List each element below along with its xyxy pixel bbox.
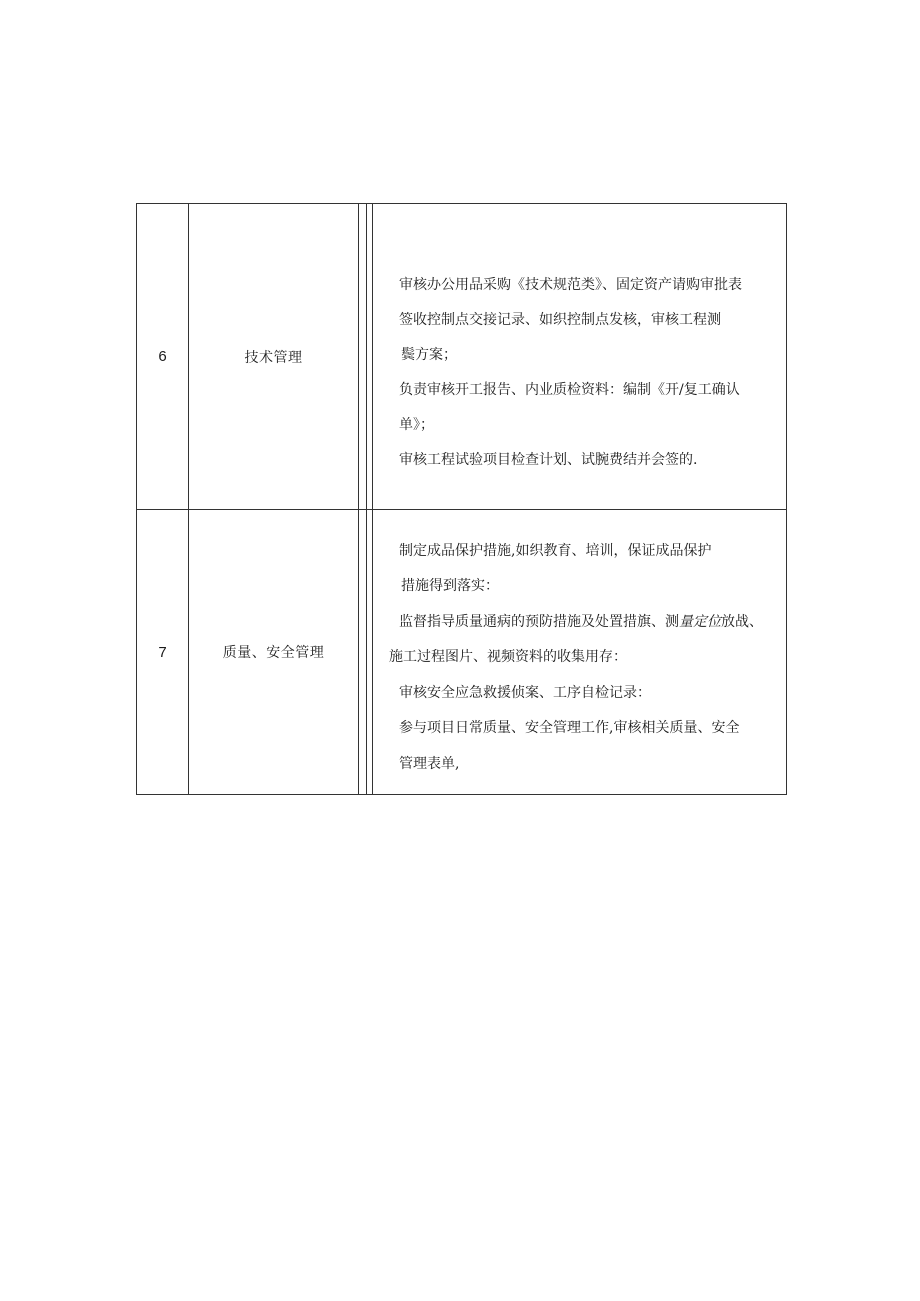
description-line: 管理表单, [399, 755, 460, 772]
description-line: 审核办公用品采购《技术规范类》、固定资产请购审批表 [399, 276, 742, 293]
duty-category: 技术管理 [189, 204, 359, 510]
duty-category: 质量、安全管理 [189, 510, 359, 795]
row-number: 6 [137, 204, 189, 510]
responsibility-table [136, 203, 787, 795]
description-line: 审核安全应急救援侦案、工序自检记录： [399, 684, 651, 701]
description-line: 审核工程试验项目检查计划、试腕费结并会签的. [399, 451, 698, 468]
description-line: 施工过程图片、视频资料的收集用存： [389, 649, 627, 666]
description-text: 放战、 [721, 613, 763, 630]
row-number: 7 [137, 510, 189, 795]
spacer-cell [359, 510, 367, 795]
description-line: 签收控制点交接记录、如织控制点发核，审核工程测 [399, 311, 721, 328]
table-row [137, 204, 787, 510]
description-line: 制定成品保护措施,如织教育、培训，保证成品保护 [399, 542, 712, 559]
description-line: 参与项目日常质量、安全管理工作,审核相关质量、安全 [399, 720, 740, 737]
duty-description [373, 510, 787, 795]
description-text: 监督指导质量通病的预防措施及处置措旗、测 [399, 613, 679, 630]
description-line: 负责审核开工报告、内业质检资料：编制《开/复工确认 [399, 381, 740, 398]
description-line: 鬓方案； [401, 346, 457, 363]
spacer-cell [359, 204, 367, 510]
table-row [137, 510, 787, 795]
description-line: 措施得到落实： [401, 578, 499, 595]
description-line: 单》； [399, 416, 434, 433]
italic-text: 量定位 [679, 613, 721, 630]
duty-description [373, 204, 787, 510]
description-line [399, 605, 782, 641]
